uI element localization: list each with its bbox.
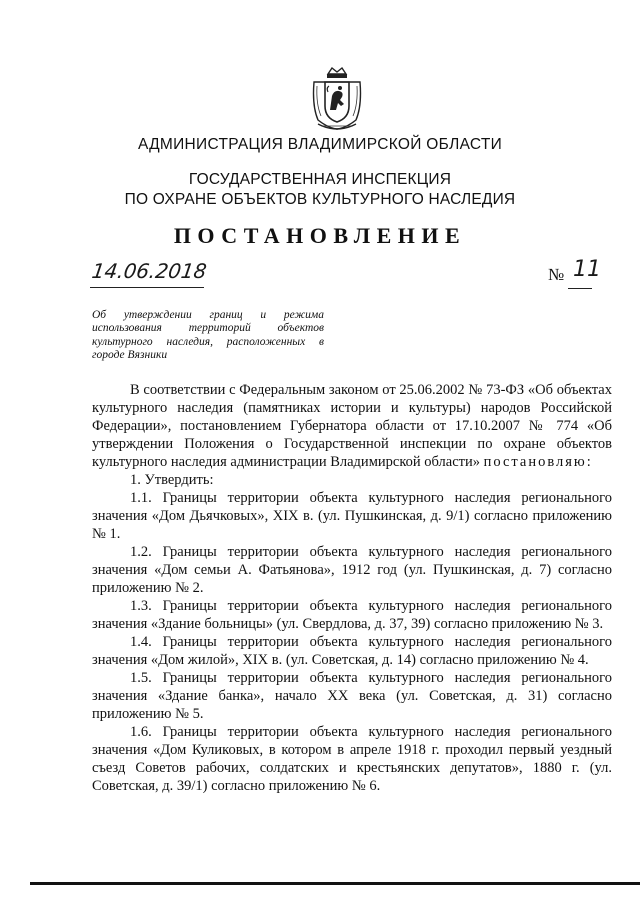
inspection-title: [0, 170, 640, 210]
preamble-paragraph: [92, 381, 612, 471]
decree-body: [92, 381, 612, 795]
item-1-6: 1.6. Границы территории объекта культурного наследия регионального значения «Дом Куликовых, в котором в апреле 1918 г. проходил первый уездный съезд Советов рабочих, солдатских и крестьянских депутатов», 1880 г. (ул. Советская, д. 39/1) согласно приложению № 6.: [92, 724, 612, 794]
decree-subject: Об утверждении границ и режима использования территорий объектов культурного наследия, расположенных в городе Вязники: [92, 309, 324, 362]
inspection-title-line-1: ГОСУДАРСТВЕННАЯ ИНСПЕКЦИЯ: [188, 171, 452, 188]
item-1-2: 1.2. Границы территории объекта культурного наследия регионального значения «Дом семьи А. Фатьянова», 1912 год (ул. Пушкинская, д. 7) согласно приложению № 2.: [92, 544, 612, 596]
decree-word: постановляю:: [483, 454, 593, 470]
scan-bottom-edge: [30, 882, 640, 885]
number-label: №: [548, 265, 565, 284]
item-1-3: 1.3. Границы территории объекта культурного наследия регионального значения «Здание больницы» (ул. Свердлова, д. 37, 39) согласно приложению № 3.: [92, 598, 612, 632]
inspection-title-line-2: ПО ОХРАНЕ ОБЪЕКТОВ КУЛЬТУРНОГО НАСЛЕДИЯ: [124, 191, 516, 208]
document-type-heading: ПОСТАНОВЛЕНИЕ: [173, 223, 467, 248]
coat-of-arms-icon: [308, 66, 366, 134]
handwritten-date: 14.06.2018: [90, 259, 209, 283]
date-underline: [90, 287, 204, 288]
preamble-text: В соответствии с Федеральным законом от 25.06.2002 № 73-ФЗ «Об объектах культурного наследия (памятниках истории и культуры) народов Российской Федерации», постановлением Губернатора области от 17.10.2007 № 774 «Об утверждении Положения о Государственной инспекции по охране объектов культурного наследия администрации Владимирской области»: [92, 382, 612, 470]
administration-title: АДМИНИСТРАЦИЯ ВЛАДИМИРСКОЙ ОБЛАСТИ: [137, 136, 503, 153]
item-1-5: 1.5. Границы территории объекта культурного наследия регионального значения «Здание банка», начало XX века (ул. Советская, д. 31) согласно приложению № 5.: [92, 670, 612, 722]
number-underline: [568, 288, 592, 289]
item-1: 1. Утвердить:: [130, 472, 214, 488]
item-1-1: 1.1. Границы территории объекта культурного наследия регионального значения «Дом Дьячковых», XIX в. (ул. Пушкинская, д. 9/1) согласно приложению № 1.: [92, 490, 612, 542]
handwritten-number: 11: [573, 257, 601, 282]
coat-of-arms-emblem: [308, 66, 366, 134]
item-1-4: 1.4. Границы территории объекта культурного наследия регионального значения «Дом жилой», XIX в. (ул. Советская, д. 14) согласно приложению № 4.: [92, 634, 612, 668]
